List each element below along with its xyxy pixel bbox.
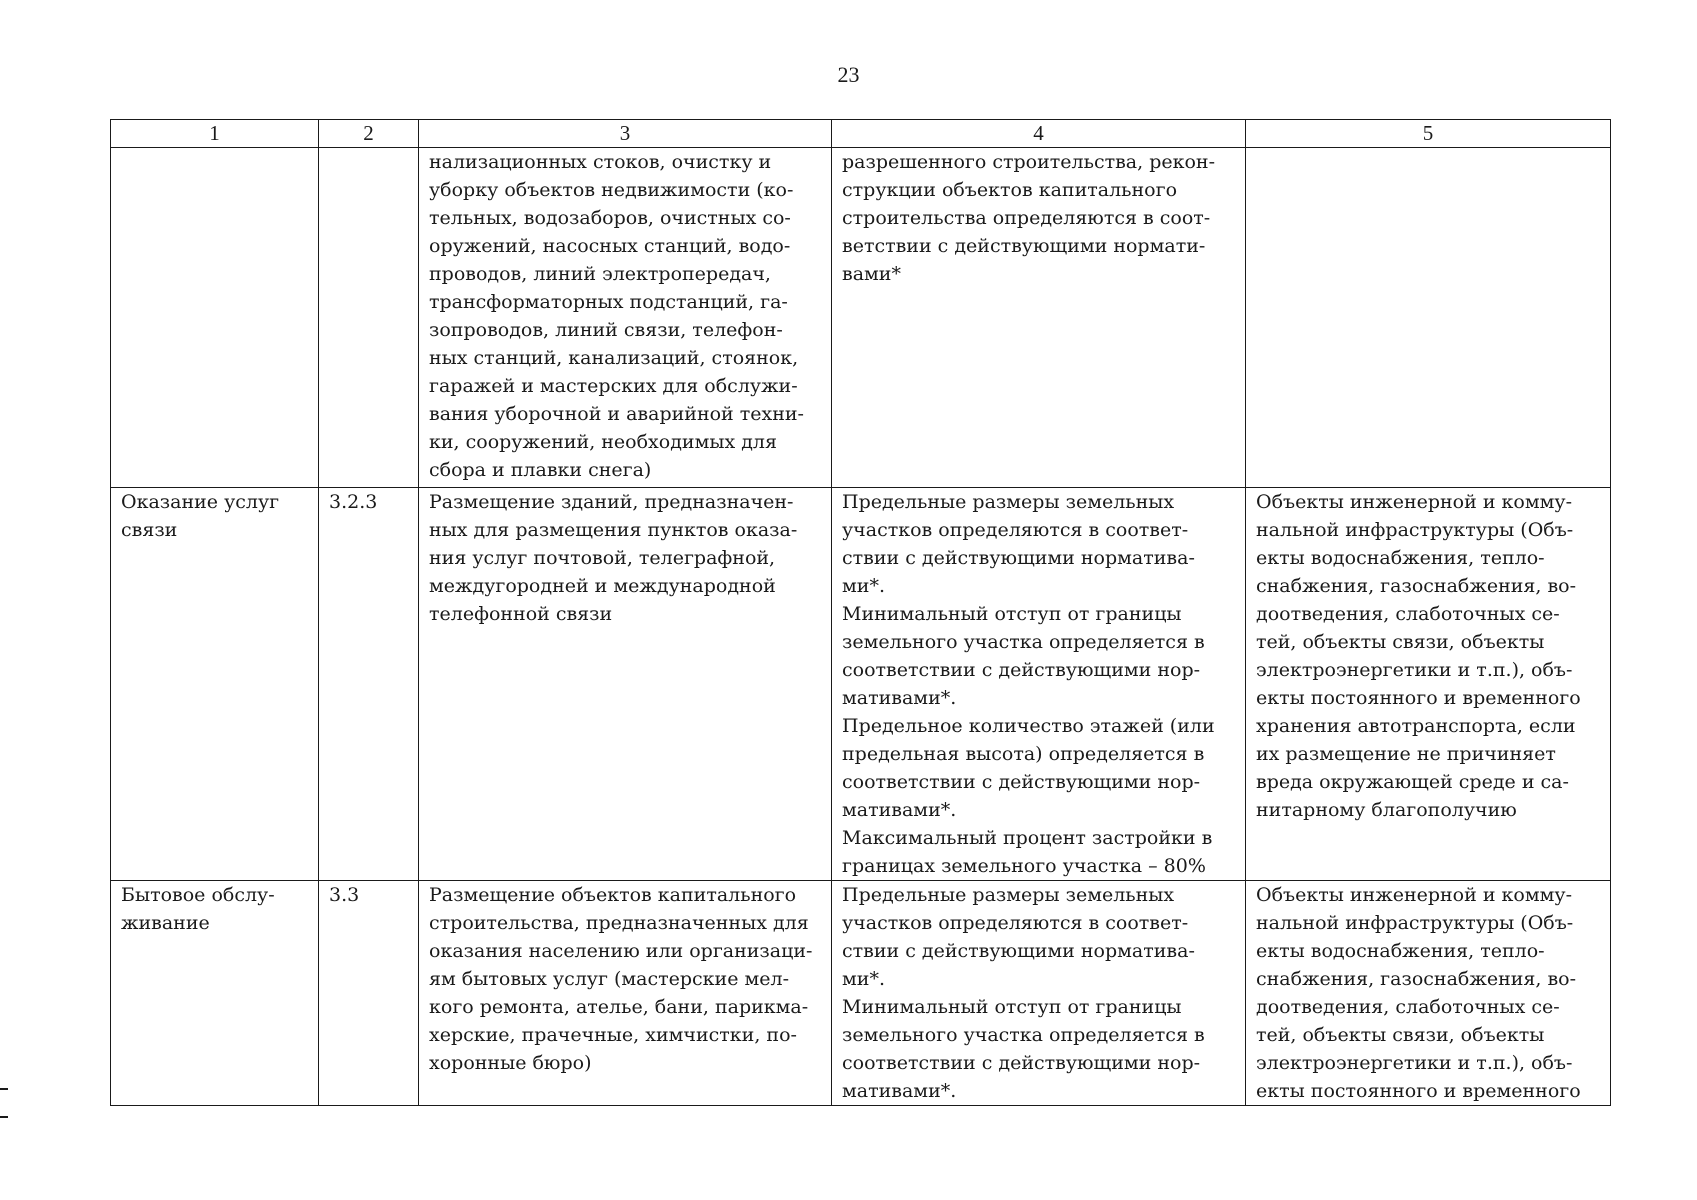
cell-text-line: ми*. <box>842 575 885 597</box>
cell-text-line: участков определяются в соответ- <box>842 519 1189 541</box>
margin-tick-mark <box>0 1116 8 1118</box>
cell-text-line: Предельное количество этажей (или <box>842 715 1215 737</box>
cell-text-line: Минимальный отступ от границы <box>842 996 1182 1018</box>
cell-text-line: вания уборочной и аварийной техни- <box>429 403 804 425</box>
cell-text-line: уборку объектов недвижимости (ко- <box>429 179 794 201</box>
cell-text-line: соответствии с действующими нор- <box>842 659 1201 681</box>
cell-text-line: Объекты инженерной и комму- <box>1256 491 1572 513</box>
cell-text-line: тей, объекты связи, объекты <box>1256 631 1545 653</box>
cell-text-line: Оказание услуг <box>121 491 280 513</box>
cell-text-line: зопроводов, линий связи, телефон- <box>429 319 783 341</box>
cell-parameters <box>832 488 1246 881</box>
cell-parameters <box>832 881 1246 1106</box>
cell-text-line: кого ремонта, ателье, бани, парикма- <box>429 996 809 1018</box>
cell-text-line: хоронные бюро) <box>429 1052 592 1074</box>
column-header-5: 5 <box>1246 120 1611 148</box>
cell-text-line: доотведения, слаботочных се- <box>1256 996 1560 1018</box>
cell-text-line: Минимальный отступ от границы <box>842 603 1182 625</box>
cell-text-line: ных для размещения пунктов оказа- <box>429 519 798 541</box>
cell-text-line: телефонной связи <box>429 603 613 625</box>
cell-text-line: тельных, водозаборов, очистных со- <box>429 207 791 229</box>
cell-text-line: электроэнергетики и т.п.), объ- <box>1256 1052 1573 1074</box>
cell-text-line: нальной инфраструктуры (Объ- <box>1256 519 1574 541</box>
cell-text-line: струкции объектов капитального <box>842 179 1178 201</box>
table-row <box>111 488 1611 881</box>
cell-text-line: херские, прачечные, химчистки, по- <box>429 1024 797 1046</box>
cell-text-line: ствии с действующими норматива- <box>842 547 1195 569</box>
cell-text-line: земельного участка определяется в <box>842 631 1205 653</box>
cell-text-line: нитарному благополучию <box>1256 799 1517 821</box>
cell-text-line: ствии с действующими норматива- <box>842 940 1195 962</box>
cell-text-line: екты водоснабжения, тепло- <box>1256 547 1545 569</box>
cell-text-line: ки, сооружений, необходимых для <box>429 431 777 453</box>
cell-text-line: электроэнергетики и т.п.), объ- <box>1256 659 1573 681</box>
cell-text-line: ных станций, канализаций, стоянок, <box>429 347 799 369</box>
cell-text-line: Размещение объектов капитального <box>429 884 797 906</box>
table-row <box>111 881 1611 1106</box>
cell-text-line: 3.2.3 <box>329 491 378 513</box>
cell-text-line: Максимальный процент застройки в <box>842 827 1213 849</box>
cell-text-line: проводов, линий электропередач, <box>429 263 771 285</box>
cell-text-line: соответствии с действующими нор- <box>842 1052 1201 1074</box>
table-header-row <box>111 120 1611 148</box>
cell-text-line: мативами*. <box>842 799 957 821</box>
land-use-table <box>110 119 1611 1106</box>
cell-name <box>111 881 319 1106</box>
column-header-3: 3 <box>419 120 832 148</box>
cell-text-line: сбора и плавки снега) <box>429 459 652 481</box>
cell-description <box>419 488 832 881</box>
cell-code <box>319 488 419 881</box>
cell-text-line: их размещение не причиняет <box>1256 743 1556 765</box>
cell-text-line: междугородней и международной <box>429 575 776 597</box>
column-header-1: 1 <box>111 120 319 148</box>
page-number: 23 <box>837 62 860 87</box>
cell-text-line: Бытовое обслу- <box>121 884 275 906</box>
cell-text-line: оказания населению или организаци- <box>429 940 813 962</box>
cell-text-line: тей, объекты связи, объекты <box>1256 1024 1545 1046</box>
cell-text-line: трансформаторных подстанций, га- <box>429 291 788 313</box>
cell-description <box>419 881 832 1106</box>
table-row <box>111 148 1611 488</box>
cell-description <box>419 148 832 488</box>
cell-text-line: оружений, насосных станций, водо- <box>429 235 791 257</box>
margin-tick-mark <box>0 1088 8 1090</box>
cell-text-line: хранения автотранспорта, если <box>1256 715 1576 737</box>
cell-parameters <box>832 148 1246 488</box>
cell-text-line: гаражей и мастерских для обслужи- <box>429 375 798 397</box>
cell-text-line: разрешенного строительства, рекон- <box>842 151 1216 173</box>
cell-code <box>319 881 419 1106</box>
cell-text-line: предельная высота) определяется в <box>842 743 1205 765</box>
cell-text-line: строительства определяются в соот- <box>842 207 1211 229</box>
column-header-4: 4 <box>832 120 1246 148</box>
cell-text-line: нальной инфраструктуры (Объ- <box>1256 912 1574 934</box>
cell-text-line: 3.3 <box>329 884 360 906</box>
cell-text-line: вреда окружающей среде и са- <box>1256 771 1569 793</box>
cell-text-line: доотведения, слаботочных се- <box>1256 603 1560 625</box>
cell-text-line: строительства, предназначенных для <box>429 912 809 934</box>
cell-text-line: живание <box>121 912 210 934</box>
cell-name <box>111 148 319 488</box>
cell-text-line: соответствии с действующими нор- <box>842 771 1201 793</box>
cell-text-line: ния услуг почтовой, телеграфной, <box>429 547 776 569</box>
cell-text-line: мативами*. <box>842 687 957 709</box>
cell-text-line: мативами*. <box>842 1080 957 1102</box>
cell-auxiliary-uses <box>1246 488 1611 881</box>
cell-auxiliary-uses <box>1246 148 1611 488</box>
cell-text-line: границах земельного участка – 80% <box>842 855 1206 877</box>
cell-text-line: нализационных стоков, очистку и <box>429 151 772 173</box>
cell-text-line: Размещение зданий, предназначен- <box>429 491 794 513</box>
cell-text-line: участков определяются в соответ- <box>842 912 1189 934</box>
column-header-2: 2 <box>319 120 419 148</box>
cell-auxiliary-uses <box>1246 881 1611 1106</box>
cell-text-line: снабжения, газоснабжения, во- <box>1256 575 1577 597</box>
cell-text-line: связи <box>121 519 178 541</box>
cell-text-line: снабжения, газоснабжения, во- <box>1256 968 1577 990</box>
cell-text-line: Предельные размеры земельных <box>842 491 1175 513</box>
cell-text-line: Объекты инженерной и комму- <box>1256 884 1572 906</box>
cell-text-line: ям бытовых услуг (мастерские мел- <box>429 968 790 990</box>
cell-text-line: Предельные размеры земельных <box>842 884 1175 906</box>
cell-text-line: ми*. <box>842 968 885 990</box>
cell-text-line: екты постоянного и временного <box>1256 687 1581 709</box>
cell-code <box>319 148 419 488</box>
cell-name <box>111 488 319 881</box>
cell-text-line: екты постоянного и временного <box>1256 1080 1581 1102</box>
cell-text-line: вами* <box>842 263 901 285</box>
cell-text-line: земельного участка определяется в <box>842 1024 1205 1046</box>
cell-text-line: екты водоснабжения, тепло- <box>1256 940 1545 962</box>
cell-text-line: ветствии с действующими нормати- <box>842 235 1206 257</box>
